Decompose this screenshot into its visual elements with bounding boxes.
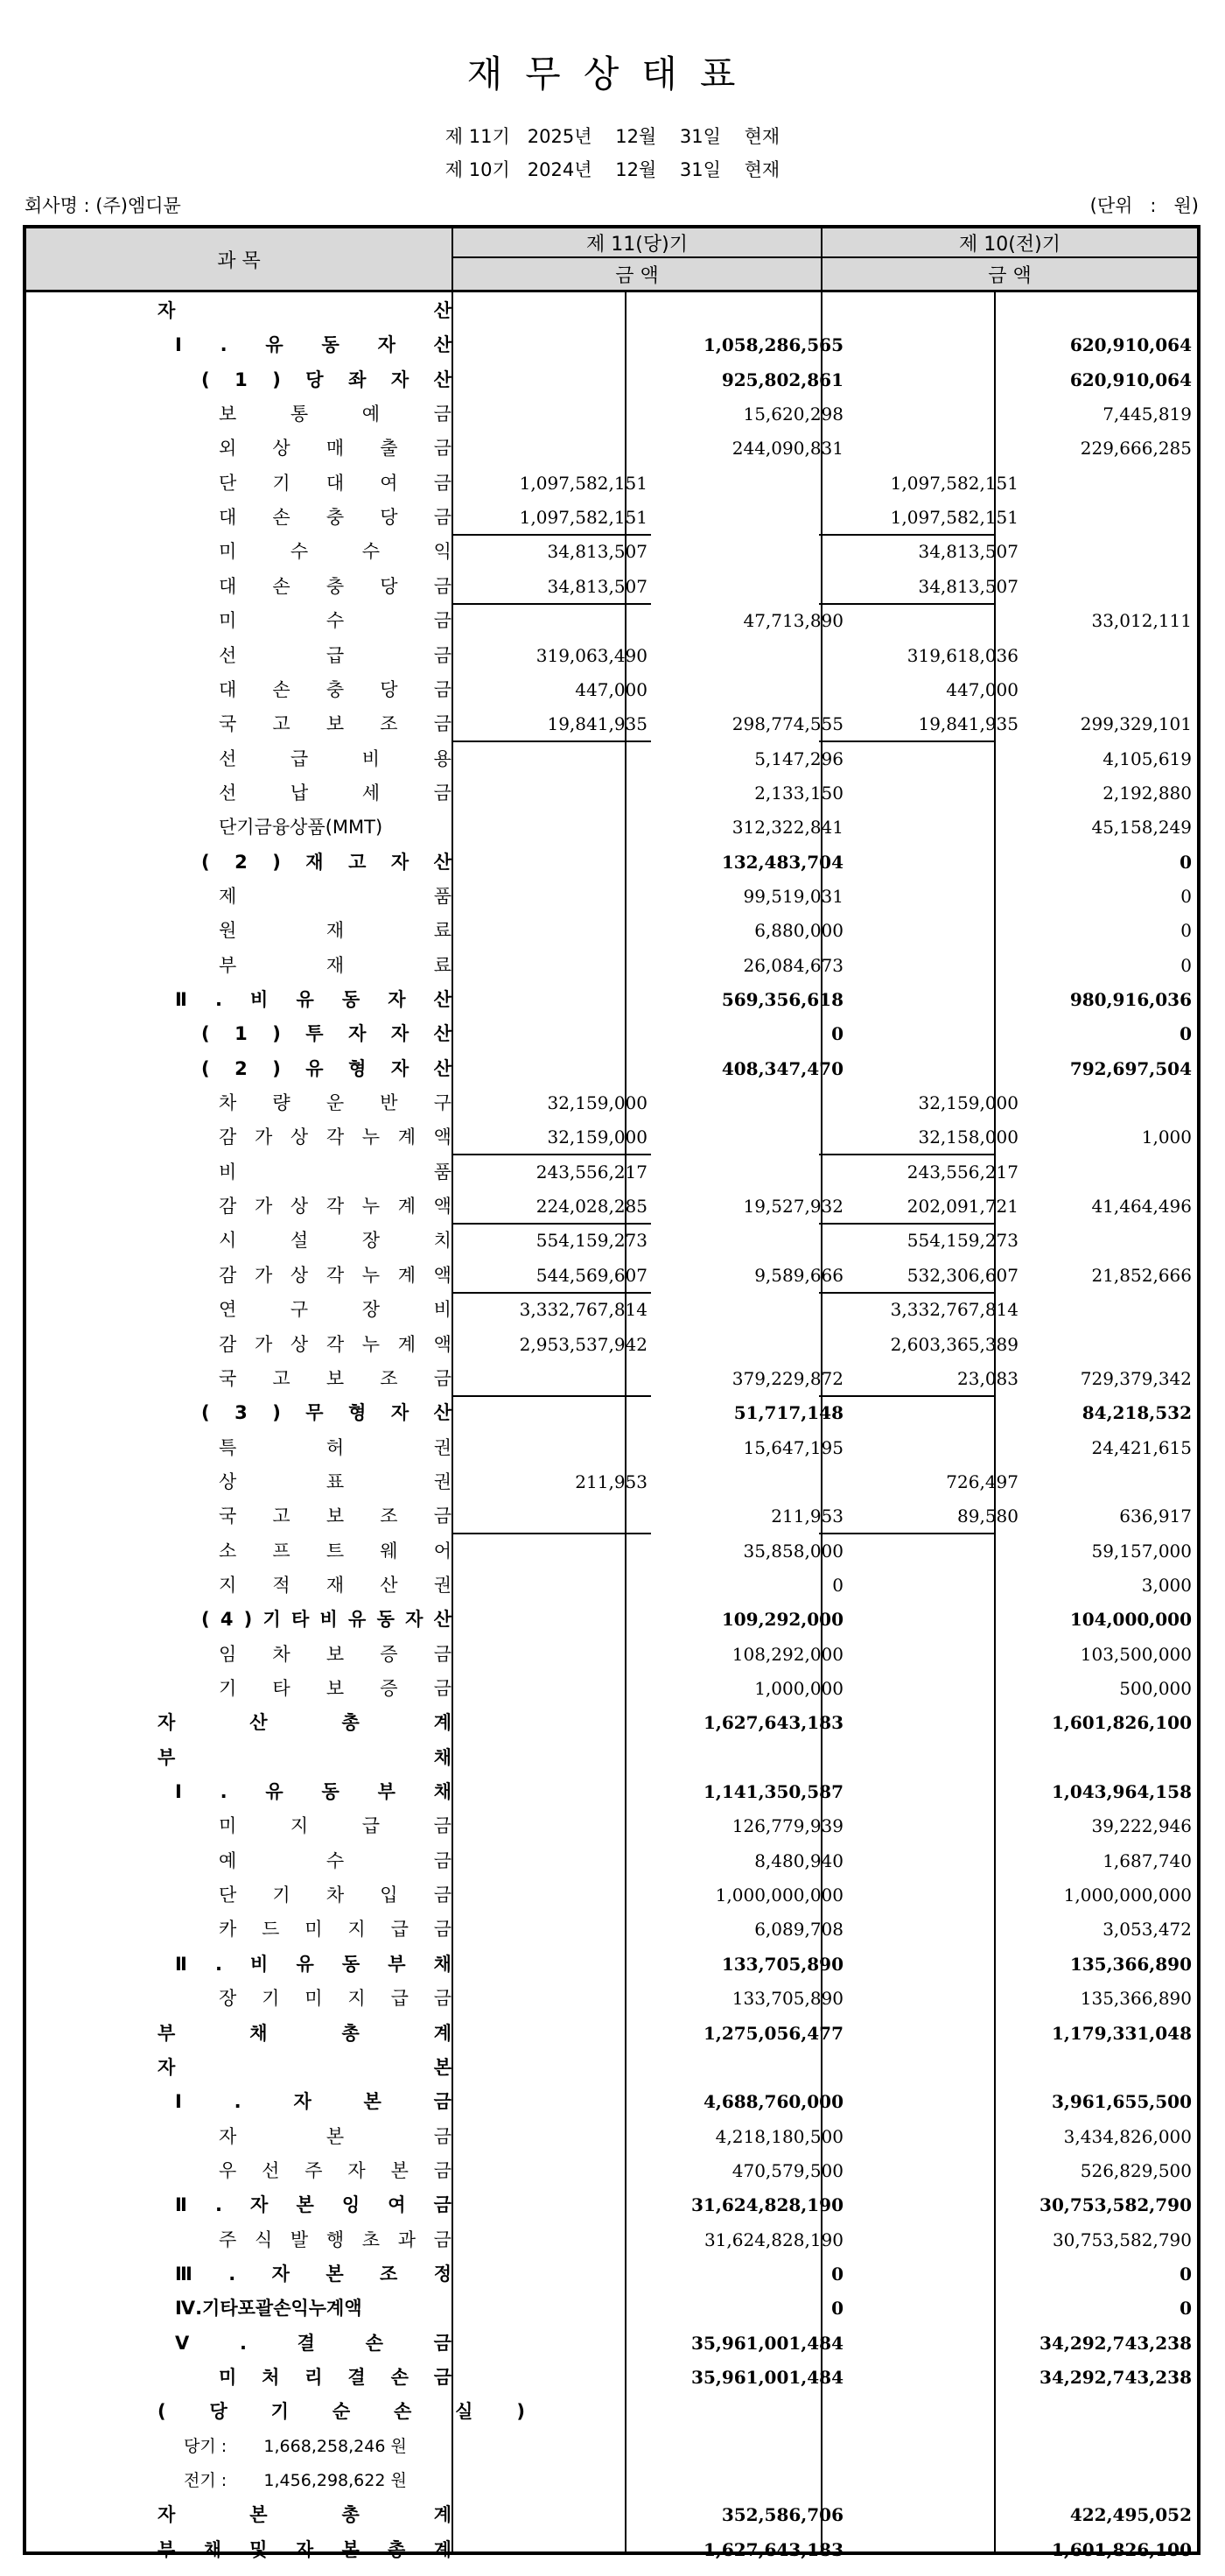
- header-divider: [452, 256, 1197, 258]
- table-row: [26, 1362, 1197, 1396]
- row-value-col3: 32,159,000: [918, 1092, 1018, 1114]
- row-value-col2: 9,589,666: [754, 1264, 844, 1286]
- row-value-col3: 243,556,217: [906, 1161, 1018, 1183]
- row-value-col4: 45,158,249: [1091, 817, 1192, 839]
- row-value-col2: 5,147,296: [754, 748, 844, 769]
- row-label: Ⅴ . 결 손 금: [175, 2332, 452, 2354]
- row-value-col4: 729,379,342: [1080, 1367, 1192, 1389]
- row-value-col4: 0: [1180, 851, 1192, 873]
- header-current-amount: 금 액: [453, 258, 821, 290]
- row-value-col4: 4,105,619: [1102, 748, 1192, 769]
- row-label: 미 수 금: [219, 610, 452, 632]
- table-row: [26, 776, 1197, 811]
- row-value-col4: 41,464,496: [1091, 1196, 1192, 1218]
- row-value-col2: 1,058,286,565: [703, 334, 844, 356]
- row-value-col2: 19,527,932: [743, 1196, 844, 1218]
- row-value-col2: 379,229,872: [732, 1367, 844, 1389]
- row-value-col4: 34,292,743,238: [1040, 2367, 1192, 2388]
- row-value-col1: 32,159,000: [547, 1092, 648, 1114]
- table-row: [26, 1638, 1197, 1672]
- row-label: 주 식 발 행 초 과 금: [219, 2229, 452, 2250]
- table-row: [26, 1017, 1197, 1051]
- row-label: 자 본: [158, 2056, 452, 2078]
- row-label: 부 재 료: [219, 954, 452, 976]
- row-value-col3: 726,497: [946, 1470, 1018, 1492]
- row-label: 미 지 급 금: [219, 1815, 452, 1837]
- row-value-col4: 0: [1180, 2263, 1192, 2285]
- period-current: 제 11기 2025년 12월 31일 현재: [444, 126, 780, 147]
- table-row: [26, 1706, 1197, 1740]
- row-label: 미 수 수 익: [219, 541, 452, 563]
- row-label: 보 통 예 금: [219, 404, 452, 425]
- row-value-col1: 319,063,490: [536, 644, 648, 666]
- row-label: 카 드 미 지 급 금: [219, 1919, 452, 1941]
- row-value-col4: 1,000,000,000: [1063, 1885, 1192, 1906]
- row-value-col3: 3,332,767,814: [890, 1299, 1018, 1321]
- row-value-col4: 620,910,064: [1069, 369, 1192, 390]
- row-value-col2: 132,483,704: [721, 851, 844, 873]
- page-title: 재무상태표: [466, 53, 759, 95]
- row-label: 대 손 충 당 금: [219, 678, 452, 700]
- row-value-col2: 26,084,673: [743, 954, 844, 976]
- row-value-col4: 1,687,740: [1102, 1850, 1192, 1871]
- row-value-col4: 620,910,064: [1069, 334, 1192, 356]
- row-label: 선 납 세 금: [219, 782, 452, 804]
- row-value-col2: 352,586,706: [721, 2504, 844, 2526]
- row-value-col4: 422,495,052: [1069, 2504, 1192, 2526]
- row-value-col4: 792,697,504: [1069, 1057, 1192, 1079]
- row-label: 대 손 충 당 금: [219, 507, 452, 529]
- row-value-col1: 1,097,582,151: [519, 507, 648, 529]
- table-row: [26, 1775, 1197, 1809]
- row-value-col3: 532,306,607: [906, 1264, 1018, 1286]
- table-row: [26, 294, 1197, 328]
- row-label: 소 프 트 웨 어: [219, 1540, 452, 1562]
- row-value-col2: 0: [831, 2298, 844, 2320]
- row-value-col3: 1,097,582,151: [890, 472, 1018, 494]
- row-label: 자 산: [158, 300, 452, 321]
- row-value-col2: 108,292,000: [732, 1643, 844, 1665]
- table-row: [26, 2120, 1197, 2154]
- row-value-col3: 2,603,365,389: [890, 1333, 1018, 1355]
- table-row: [26, 2085, 1197, 2119]
- table-row: [26, 880, 1197, 914]
- row-value-col1: 554,159,273: [536, 1230, 648, 1252]
- row-value-col2: 8,480,940: [754, 1850, 844, 1871]
- row-value-col4: 3,000: [1141, 1574, 1192, 1596]
- table-row: [26, 1396, 1197, 1430]
- row-label: 차 량 운 반 구: [219, 1092, 452, 1114]
- row-label: 미 처 리 결 손 금: [219, 2367, 452, 2388]
- row-label: 특 허 권: [219, 1436, 452, 1458]
- header-prior-amount: 금 액: [822, 258, 1197, 290]
- row-value-col4: 103,500,000: [1080, 1643, 1192, 1665]
- row-value-col4: 2,192,880: [1102, 782, 1192, 804]
- row-value-col4: 980,916,036: [1069, 989, 1192, 1010]
- table-row: [26, 2464, 1197, 2498]
- row-value-col4: 39,222,946: [1091, 1815, 1192, 1837]
- row-value-col1: 2,953,537,942: [519, 1333, 648, 1355]
- row-value-col3: 19,841,935: [918, 713, 1018, 735]
- row-label: ( 당 기 순 손 실 ): [158, 2401, 525, 2423]
- row-label: 제 품: [219, 885, 452, 907]
- row-value-col2: 298,774,555: [732, 713, 844, 735]
- row-label: 자 산 총 계: [158, 1712, 452, 1734]
- row-label: 감 가 상 각 누 계 액: [219, 1264, 452, 1286]
- row-value-col4: 0: [1180, 954, 1192, 976]
- row-label: 비 품: [219, 1161, 452, 1183]
- row-value-col2: 2,133,150: [754, 782, 844, 804]
- table-row: [26, 535, 1197, 569]
- table-row: [26, 1809, 1197, 1843]
- row-value-col4: 3,961,655,500: [1051, 2091, 1192, 2113]
- row-value-col2: 470,579,500: [732, 2159, 844, 2181]
- row-value-col4: 3,053,472: [1102, 1919, 1192, 1941]
- row-label: 국 고 보 조 금: [219, 1506, 452, 1527]
- row-value-col1: 544,569,607: [536, 1264, 648, 1286]
- table-row: [26, 914, 1197, 948]
- row-value-col4: 229,666,285: [1080, 438, 1192, 460]
- row-value-col4: 21,852,666: [1091, 1264, 1192, 1286]
- row-value-col3: 447,000: [946, 678, 1018, 700]
- table-row: [26, 1259, 1197, 1293]
- table-row: [26, 811, 1197, 845]
- row-value-col2: 0: [832, 1574, 844, 1596]
- table-row: [26, 846, 1197, 880]
- row-value-col4: 30,753,582,790: [1040, 2194, 1192, 2216]
- table-row: [26, 1534, 1197, 1569]
- period-prior: 제 10기 2024년 12월 31일 현재: [444, 159, 780, 180]
- row-label: 단 기 대 여 금: [219, 472, 452, 494]
- table-row: [26, 983, 1197, 1017]
- header-prior-period: 제 10(전)기: [822, 228, 1197, 256]
- row-value-col1: 32,159,000: [547, 1127, 648, 1148]
- table-row: [26, 1982, 1197, 2016]
- table-row: [26, 1672, 1197, 1706]
- row-label: Ⅳ.기타포괄손익누계액: [175, 2298, 362, 2320]
- table-row: [26, 501, 1197, 535]
- unit-label: (단위 : 원): [1089, 195, 1199, 216]
- row-label: 외 상 매 출 금: [219, 438, 452, 460]
- row-label: 감 가 상 각 누 계 액: [219, 1333, 452, 1355]
- row-value-col4: 33,012,111: [1091, 610, 1192, 632]
- row-value-col2: 569,356,618: [721, 989, 844, 1010]
- table-row: [26, 1913, 1197, 1947]
- row-value-col2: 1,000,000: [754, 1678, 844, 1699]
- row-value-col2: 0: [831, 1023, 844, 1045]
- row-value-col2: 133,705,890: [732, 1988, 844, 2010]
- row-label: 임 차 보 증 금: [219, 1643, 452, 1665]
- row-value-col3: 89,580: [957, 1506, 1018, 1527]
- table-row: [26, 742, 1197, 776]
- table-row: [26, 432, 1197, 466]
- table-row: [26, 2188, 1197, 2222]
- row-value-col4: 7,445,819: [1102, 404, 1192, 425]
- row-value-col4: 84,218,532: [1082, 1402, 1192, 1424]
- table-row: [26, 2257, 1197, 2292]
- row-label: 기 타 보 증 금: [219, 1678, 452, 1699]
- table-row: [26, 2361, 1197, 2395]
- header-current-period: 제 11(당)기: [453, 228, 821, 256]
- row-value-col2: 15,647,195: [743, 1436, 844, 1458]
- row-value-col2: 133,705,890: [721, 1953, 844, 1975]
- row-label: 대 손 충 당 금: [219, 575, 452, 597]
- row-label: 국 고 보 조 금: [219, 1367, 452, 1389]
- table-row: [26, 1190, 1197, 1224]
- row-label: Ⅰ . 유 동 부 채: [175, 1781, 452, 1803]
- row-value-col4: 34,292,743,238: [1040, 2332, 1192, 2354]
- row-value-col3: 554,159,273: [906, 1230, 1018, 1252]
- table-row: [26, 2430, 1197, 2464]
- row-label: ( 2 ) 재 고 자 산: [201, 851, 452, 873]
- table-row: [26, 1293, 1197, 1327]
- table-row: [26, 1155, 1197, 1190]
- row-label: 연 구 장 비: [219, 1299, 452, 1321]
- row-label: 단기금융상품(MMT): [219, 817, 383, 839]
- row-value-col4: 24,421,615: [1091, 1436, 1192, 1458]
- row-value-col2: 211,953: [771, 1506, 844, 1527]
- row-value-col3: 34,813,507: [918, 541, 1018, 563]
- table-row: [26, 1844, 1197, 1878]
- row-value-col1: 3,332,767,814: [519, 1299, 648, 1321]
- table-row: [26, 570, 1197, 604]
- row-value-col2: 15,620,298: [743, 404, 844, 425]
- row-label: 당기 : 1,668,258,246 원: [184, 2436, 407, 2456]
- table-row: [26, 2327, 1197, 2361]
- row-value-col2: 31,624,828,190: [704, 2229, 844, 2250]
- table-row: [26, 1948, 1197, 1982]
- row-label: 선 급 비 용: [219, 748, 452, 769]
- row-value-col2: 408,347,470: [721, 1057, 844, 1079]
- row-value-col4: 1,043,964,158: [1051, 1781, 1192, 1803]
- row-value-col2: 1,000,000,000: [715, 1885, 844, 1906]
- row-value-col2: 99,519,031: [743, 885, 844, 907]
- row-value-col2: 1,627,643,183: [703, 2538, 844, 2560]
- company-name: 회사명 : (주)엠디뮨: [24, 195, 181, 216]
- row-label: 부 채 총 계: [158, 2022, 452, 2044]
- table-row: [26, 604, 1197, 638]
- row-value-col2: 4,218,180,500: [715, 2125, 844, 2147]
- table-row: [26, 1569, 1197, 1603]
- row-value-col2: 35,961,001,484: [691, 2367, 844, 2388]
- row-value-col4: 104,000,000: [1069, 1609, 1192, 1631]
- table-row: [26, 1120, 1197, 1155]
- table-row: [26, 2223, 1197, 2257]
- row-label: ( 2 ) 유 형 자 산: [201, 1057, 452, 1079]
- row-value-col3: 319,618,036: [906, 644, 1018, 666]
- table-row: [26, 328, 1197, 362]
- row-value-col1: 34,813,507: [547, 541, 648, 563]
- row-value-col3: 23,083: [957, 1367, 1018, 1389]
- table-row: [26, 1465, 1197, 1499]
- row-label: 국 고 보 조 금: [219, 713, 452, 735]
- row-value-col4: 1,179,331,048: [1051, 2022, 1192, 2044]
- table-row: [26, 2051, 1197, 2085]
- table-row: [26, 2154, 1197, 2188]
- row-value-col2: 31,624,828,190: [691, 2194, 844, 2216]
- row-label: 지 적 재 산 권: [219, 1574, 452, 1596]
- row-value-col4: 500,000: [1119, 1678, 1192, 1699]
- row-label: Ⅲ . 자 본 조 정: [175, 2263, 452, 2285]
- row-value-col1: 243,556,217: [536, 1161, 648, 1183]
- row-value-col2: 6,089,708: [754, 1919, 844, 1941]
- table-row: [26, 397, 1197, 432]
- table-row: [26, 1878, 1197, 1913]
- table-row: [26, 1603, 1197, 1637]
- row-value-col2: 1,141,350,587: [703, 1781, 844, 1803]
- row-label: 장 기 미 지 급 금: [219, 1988, 452, 2010]
- row-label: 우 선 주 자 본 금: [219, 2159, 452, 2181]
- table-row: [26, 1328, 1197, 1362]
- table-row: [26, 363, 1197, 397]
- row-value-col1: 1,097,582,151: [519, 472, 648, 494]
- row-value-col4: 135,366,890: [1080, 1988, 1192, 2010]
- row-label: 단 기 차 입 금: [219, 1885, 452, 1906]
- row-value-col2: 0: [831, 2263, 844, 2285]
- row-label: 원 재 료: [219, 920, 452, 942]
- row-label: 자 본 금: [219, 2125, 452, 2147]
- row-label: Ⅱ . 자 본 잉 여 금: [175, 2194, 452, 2216]
- row-value-col2: 6,880,000: [754, 920, 844, 942]
- row-label: Ⅰ . 유 동 자 산: [175, 334, 452, 356]
- row-value-col2: 35,858,000: [743, 1540, 844, 1562]
- table-row: [26, 2017, 1197, 2051]
- row-label: 시 설 장 치: [219, 1230, 452, 1252]
- row-value-col1: 34,813,507: [547, 575, 648, 597]
- table-row: [26, 1499, 1197, 1534]
- table-row: [26, 1741, 1197, 1775]
- row-label: 자 본 총 계: [158, 2504, 452, 2526]
- row-label: 상 표 권: [219, 1470, 452, 1492]
- row-label: 감 가 상 각 누 계 액: [219, 1196, 452, 1218]
- row-label: ( 1 ) 당 좌 자 산: [201, 369, 452, 390]
- row-value-col1: 224,028,285: [536, 1196, 648, 1218]
- table-row: [26, 2533, 1197, 2567]
- row-label: ( 3 ) 무 형 자 산: [201, 1402, 452, 1424]
- row-value-col4: 135,366,890: [1069, 1953, 1192, 1975]
- row-label: Ⅱ . 비 유 동 부 채: [175, 1953, 452, 1975]
- row-value-col4: 526,829,500: [1080, 2159, 1192, 2181]
- row-label: ( 4 ) 기 타 비 유 동 자 산: [201, 1609, 452, 1631]
- row-value-col2: 1,627,643,183: [703, 1712, 844, 1734]
- header-account: 과 목: [26, 228, 452, 290]
- row-label: Ⅰ . 자 본 금: [175, 2091, 452, 2113]
- row-value-col4: 0: [1180, 920, 1192, 942]
- row-value-col2: 126,779,939: [732, 1815, 844, 1837]
- table-row: [26, 2292, 1197, 2326]
- row-value-col4: 0: [1180, 1023, 1192, 1045]
- row-value-col4: 636,917: [1119, 1506, 1192, 1527]
- row-value-col4: 59,157,000: [1091, 1540, 1192, 1562]
- row-value-col4: 1,000: [1141, 1127, 1192, 1148]
- row-value-col3: 34,813,507: [918, 575, 1018, 597]
- row-value-col2: 35,961,001,484: [691, 2332, 844, 2354]
- row-label: 전기 : 1,456,298,622 원: [184, 2471, 407, 2491]
- table-row: [26, 949, 1197, 983]
- table-row: [26, 707, 1197, 741]
- row-value-col3: 202,091,721: [906, 1196, 1018, 1218]
- row-value-col2: 47,713,890: [743, 610, 844, 632]
- row-label: 부 채 및 자 본 총 계: [158, 2538, 452, 2560]
- row-value-col4: 30,753,582,790: [1052, 2229, 1192, 2250]
- table-row: [26, 1086, 1197, 1120]
- header-bottom-rule: [26, 290, 1197, 292]
- row-value-col1: 447,000: [575, 678, 648, 700]
- table-row: [26, 673, 1197, 707]
- row-label: 선 급 금: [219, 644, 452, 666]
- row-value-col2: 4,688,760,000: [703, 2091, 844, 2113]
- row-value-col1: 211,953: [575, 1470, 648, 1492]
- table-row: [26, 2498, 1197, 2532]
- table-row: [26, 639, 1197, 673]
- row-value-col4: 3,434,826,000: [1063, 2125, 1192, 2147]
- row-value-col1: 19,841,935: [547, 713, 648, 735]
- table-row: [26, 1224, 1197, 1258]
- table-row: [26, 1052, 1197, 1086]
- row-value-col2: 312,322,841: [732, 817, 844, 839]
- row-label: 부 채: [158, 1746, 452, 1768]
- row-value-col2: 1,275,056,477: [703, 2022, 844, 2044]
- row-value-col4: 1,601,826,100: [1051, 2538, 1192, 2560]
- row-label: Ⅱ . 비 유 동 자 산: [175, 989, 452, 1010]
- row-value-col2: 925,802,861: [721, 369, 844, 390]
- row-value-col3: 32,158,000: [918, 1127, 1018, 1148]
- row-value-col4: 0: [1180, 2298, 1192, 2320]
- row-label: ( 1 ) 투 자 자 산: [201, 1023, 452, 1045]
- row-value-col4: 299,329,101: [1080, 713, 1192, 735]
- row-label: 감 가 상 각 누 계 액: [219, 1127, 452, 1148]
- row-label: 예 수 금: [219, 1850, 452, 1871]
- row-value-col3: 1,097,582,151: [890, 507, 1018, 529]
- table-row: [26, 1431, 1197, 1465]
- table-row: [26, 2395, 1197, 2429]
- row-value-col4: 1,601,826,100: [1051, 1712, 1192, 1734]
- row-value-col2: 51,717,148: [733, 1402, 844, 1424]
- row-value-col2: 109,292,000: [721, 1609, 844, 1631]
- row-value-col4: 0: [1180, 885, 1192, 907]
- table-row: [26, 467, 1197, 501]
- row-value-col2: 244,090,831: [732, 438, 844, 460]
